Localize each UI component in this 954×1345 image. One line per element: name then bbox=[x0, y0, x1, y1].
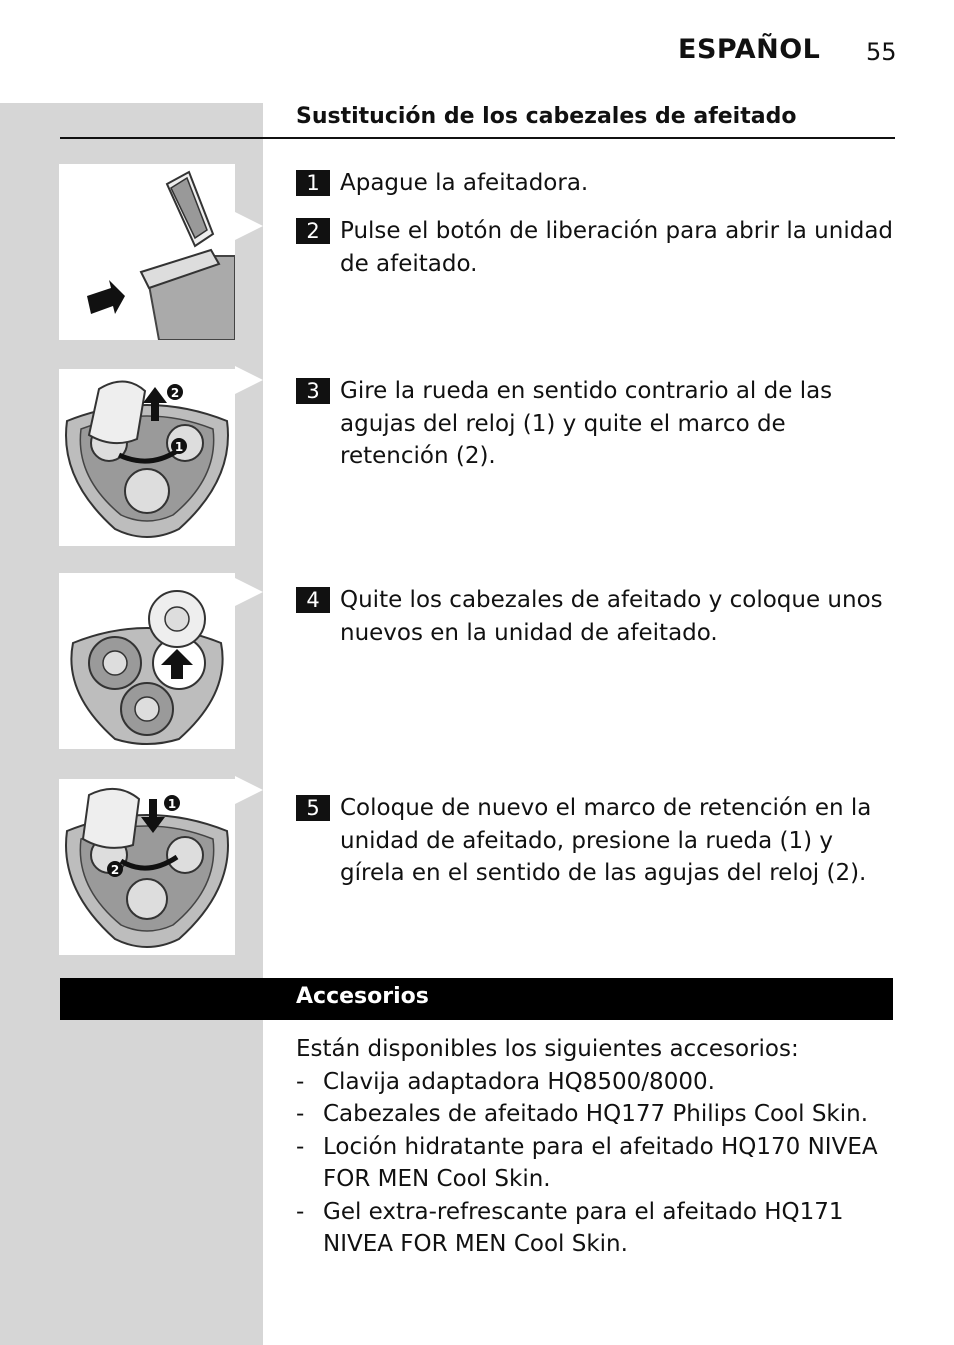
figure-reattach-frame bbox=[59, 779, 235, 955]
figure-replace-heads bbox=[59, 573, 235, 749]
step-number-badge: 4 bbox=[296, 587, 330, 613]
list-bullet: - bbox=[296, 1101, 305, 1127]
accessories-title: Accesorios bbox=[296, 984, 429, 1009]
list-item-text: Gel extra-refrescante para el afeitado HQ171 NIVEA FOR MEN Cool Skin. bbox=[323, 1198, 844, 1257]
figure-pointer bbox=[235, 776, 263, 804]
step-5 bbox=[296, 792, 896, 890]
step-text: Coloque de nuevo el marco de retención en la unidad de afeitado, presione la rueda (1) y gírela en el sentido de las agujas del reloj (2). bbox=[340, 795, 872, 886]
step-number-badge: 3 bbox=[296, 378, 330, 404]
figure-pointer bbox=[235, 212, 263, 240]
step-2 bbox=[296, 215, 896, 280]
list-bullet: - bbox=[296, 1198, 305, 1225]
step-text: Apague la afeitadora. bbox=[340, 170, 589, 196]
callout-2-label: 2 bbox=[170, 386, 180, 400]
section-rule bbox=[60, 137, 895, 139]
step-4 bbox=[296, 584, 896, 649]
step-text: Quite los cabezales de afeitado y coloque unos nuevos en la unidad de afeitado. bbox=[340, 587, 883, 646]
accessories-list bbox=[296, 1066, 896, 1261]
accessories-header-bar bbox=[60, 978, 893, 1020]
list-item-text: Cabezales de afeitado HQ177 Philips Cool Skin. bbox=[323, 1101, 869, 1127]
list-bullet: - bbox=[296, 1133, 305, 1160]
figure-remove-frame bbox=[59, 369, 235, 546]
callout-1-label: 1 bbox=[167, 797, 177, 811]
list-item bbox=[296, 1098, 896, 1131]
step-number-badge: 5 bbox=[296, 795, 330, 821]
accessories-body bbox=[296, 1033, 896, 1261]
step-number-badge: 2 bbox=[296, 218, 330, 244]
list-bullet: - bbox=[296, 1068, 305, 1095]
step-number-badge: 1 bbox=[296, 170, 330, 196]
step-3 bbox=[296, 375, 896, 473]
list-item-text: Loción hidratante para el afeitado HQ170 NIVEA FOR MEN Cool Skin. bbox=[323, 1133, 878, 1192]
callout-1-label: 1 bbox=[174, 440, 184, 454]
step-text: Gire la rueda en sentido contrario al de las agujas del reloj (1) y quite el marco de retención (2). bbox=[340, 378, 833, 469]
page-number: 55 bbox=[866, 38, 897, 66]
callout-2-label: 2 bbox=[110, 863, 120, 877]
figure-pointer bbox=[235, 578, 263, 606]
language-heading: ESPAÑOL bbox=[678, 34, 821, 65]
list-item bbox=[296, 1066, 896, 1099]
step-text: Pulse el botón de liberación para abrir la unidad de afeitado. bbox=[340, 218, 894, 277]
figure-pointer bbox=[235, 366, 263, 394]
list-item-text: Clavija adaptadora HQ8500/8000. bbox=[323, 1068, 715, 1095]
list-item bbox=[296, 1131, 896, 1196]
section-title: Sustitución de los cabezales de afeitado bbox=[296, 104, 797, 129]
figure-open-shaver bbox=[59, 164, 235, 340]
step-1 bbox=[296, 167, 896, 200]
accessories-intro: Están disponibles los siguientes accesorios: bbox=[296, 1036, 799, 1062]
list-item bbox=[296, 1196, 896, 1261]
